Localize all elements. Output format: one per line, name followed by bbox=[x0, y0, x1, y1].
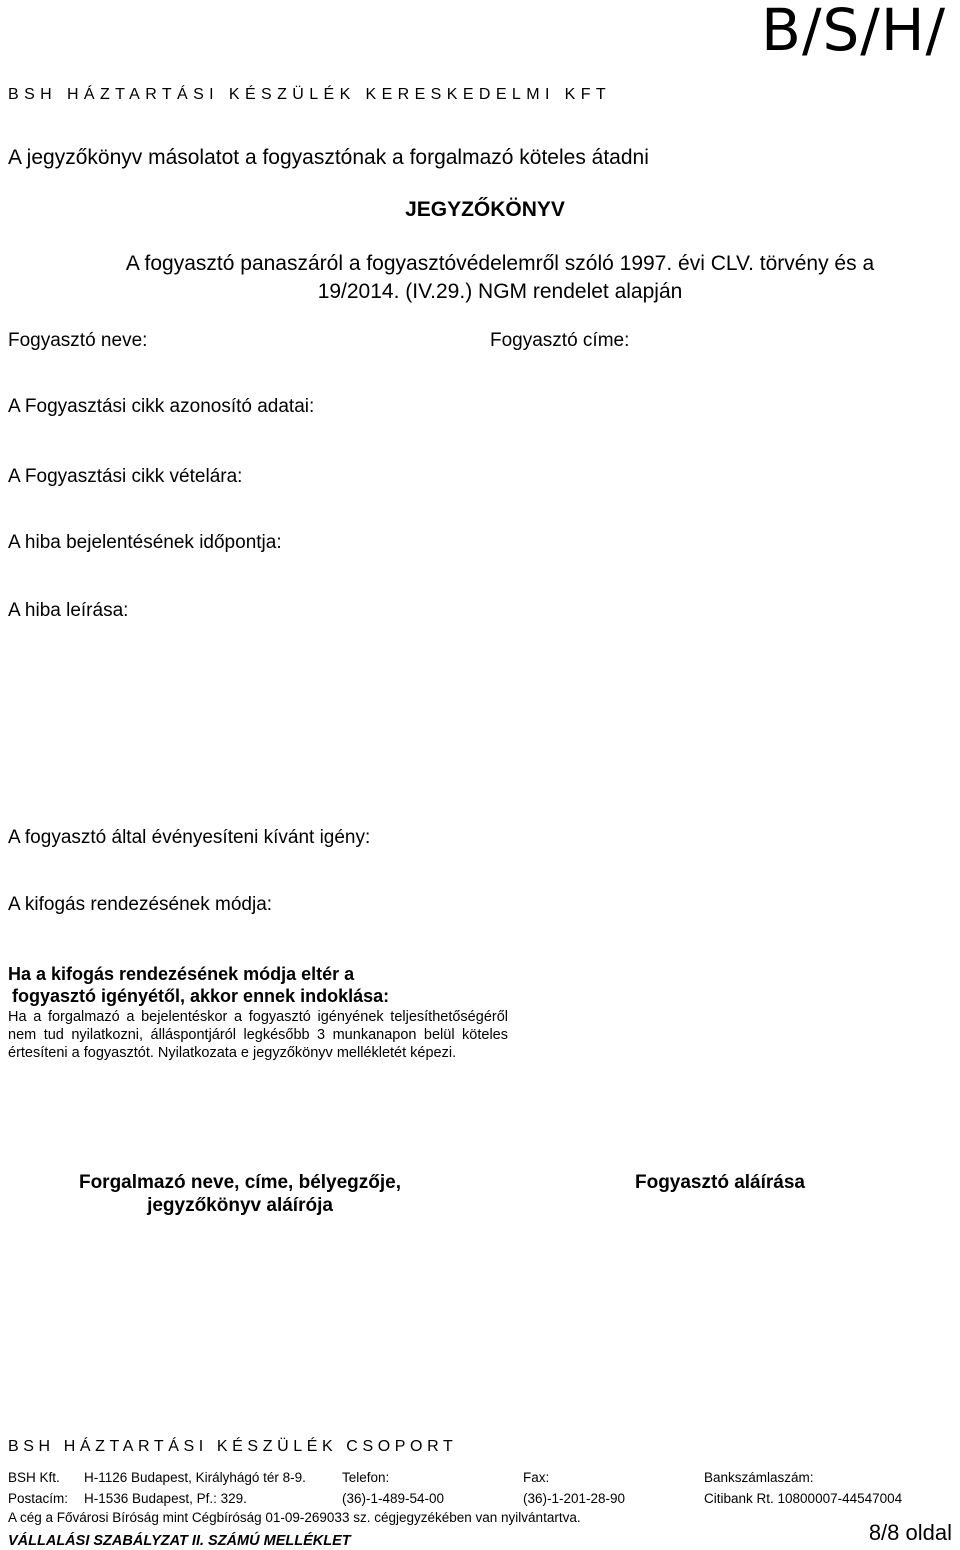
item-price-label: A Fogyasztási cikk vételára: bbox=[8, 466, 243, 487]
footer-registry: A cég a Fővárosi Bíróság mint Cégbíróság 01-09-269033 sz. cégjegyzékében van nyilvántartva. bbox=[8, 1510, 581, 1525]
settlement-label: A kifogás rendezésének módja: bbox=[8, 894, 273, 915]
footer-bank-label: Bankszámlaszám: bbox=[704, 1470, 814, 1485]
item-id-label: A Fogyasztási cikk azonosító adatai: bbox=[8, 396, 315, 417]
deviation-label-line-2: fogyasztó igényétől, akkor ennek indoklása: bbox=[12, 986, 390, 1006]
footer-fax-label: Fax: bbox=[523, 1470, 550, 1485]
subtitle-line-1: A fogyasztó panaszáról a fogyasztóvédelemről szóló 1997. évi CLV. törvény és a bbox=[125, 252, 875, 275]
footer-phone-number: (36)-1-489-54-00 bbox=[342, 1491, 445, 1506]
footer-fax-number: (36)-1-201-28-90 bbox=[523, 1491, 626, 1506]
footer-company: BSH Kft. bbox=[8, 1470, 60, 1485]
copy-notice: A jegyzőkönyv másolatot a fogyasztónak a forgalmazó köteles átadni bbox=[8, 146, 649, 169]
company-logo: B/S/H/ bbox=[761, 0, 946, 64]
document-subtitle bbox=[40, 250, 960, 306]
page-number: 8/8 oldal bbox=[868, 1520, 952, 1545]
deviation-label-line-1: Ha a kifogás rendezésének módja eltér a bbox=[8, 964, 355, 984]
footer-address: H-1126 Budapest, Királyhágó tér 8-9. bbox=[84, 1470, 306, 1485]
consumer-address-label: Fogyasztó címe: bbox=[490, 330, 630, 351]
description-label: A hiba leírása: bbox=[8, 600, 129, 621]
claim-label: A fogyasztó által évényesíteni kívánt igény: bbox=[8, 827, 371, 848]
consumer-signature-label: Fogyasztó aláírása bbox=[634, 1172, 806, 1193]
distributor-signature-label: Forgalmazó neve, címe, bélyegzője, jegyzőkönyv aláírója bbox=[78, 1172, 402, 1216]
footer-postal-address: H-1536 Budapest, Pf.: 329. bbox=[84, 1491, 247, 1506]
report-time-label: A hiba bejelentésének időpontja: bbox=[8, 532, 282, 553]
consumer-name-label: Fogyasztó neve: bbox=[8, 330, 148, 351]
response-note: Ha a forgalmazó a bejelentéskor a fogyasztó igényének teljesíthetőségéről nem tud nyilatkozni, álláspontjáról legkésőbb 3 munkanapon belül köteles értesíteni a fogyasztót. Nyilatkozata e jegyzőkönyv mellékletét képezi. bbox=[8, 1009, 508, 1061]
group-name: BSH HÁZTARTÁSI KÉSZÜLÉK CSOPORT bbox=[8, 1438, 458, 1455]
footer-postal-label: Postacím: bbox=[8, 1491, 69, 1506]
company-name: BSH HÁZTARTÁSI KÉSZÜLÉK KERESKEDELMI KFT bbox=[8, 86, 612, 103]
footer-bank-account: Citibank Rt. 10800007-44547004 bbox=[704, 1491, 903, 1506]
footer-phone-label: Telefon: bbox=[342, 1470, 390, 1485]
subtitle-line-2: 19/2014. (IV.29.) NGM rendelet alapján bbox=[317, 280, 683, 303]
document-title: JEGYZŐKÖNYV bbox=[405, 198, 565, 221]
footer-document-title: VÁLLALÁSI SZABÁLYZAT II. SZÁMÚ MELLÉKLET bbox=[8, 1533, 351, 1549]
